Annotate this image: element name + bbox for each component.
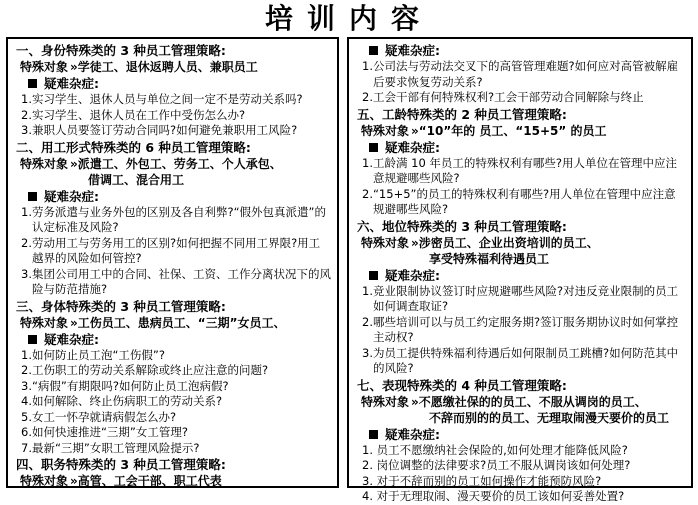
- left-section-4: [16, 456, 331, 489]
- issues-heading: [357, 267, 685, 284]
- special-target-label: 特殊对象: [20, 60, 69, 74]
- issue-item: 1.如何防止员工泡“工伤假”?: [21, 347, 165, 362]
- issue-item: 2.工伤职工的劳动关系解除或终止应注意的问题?: [21, 363, 269, 377]
- issue-item: 2.工会干部有何特殊权利?工会干部劳动合同解除与终止: [362, 90, 644, 104]
- right-section-4: [357, 377, 685, 505]
- square-bullet-icon: [369, 430, 378, 439]
- issue-item: 2.“15+5”的员工的特殊权利有哪些?用人单位在管理中应注意规避哪些风险?: [362, 186, 676, 216]
- issues-heading-text: 疑难杂症:: [44, 76, 99, 91]
- right-section-3: [357, 218, 685, 377]
- issues-heading: [357, 42, 685, 59]
- issue-item: 4. 对于无理取闹、漫天要价的员工该如何妥善处置?: [362, 489, 625, 503]
- issue-list: [16, 348, 331, 457]
- section-heading: 五、工龄特殊类的 2 种员工管理策略:: [357, 106, 567, 122]
- issue-list: [357, 156, 685, 218]
- square-bullet-icon: [28, 335, 37, 344]
- special-target-text: »涉密员工、企业出资培训的员工、: [411, 235, 599, 250]
- left-section-2: [16, 139, 331, 298]
- special-target-text: »工伤员工、患病员工、“三期”女员工、: [70, 315, 286, 330]
- issues-heading-text: 疑难杂症:: [44, 331, 99, 347]
- left-section-1: [16, 42, 331, 139]
- section-heading: 三、身体特殊类的 3 种员工管理策略:: [16, 298, 226, 314]
- issue-item: 1.劳务派遣与业务外包的区别及各自利弊?“假外包真派遣”的认定标准及风险?: [21, 204, 326, 234]
- special-target: [357, 123, 685, 139]
- special-target: [16, 473, 331, 489]
- issues-heading-text: 疑难杂症:: [385, 267, 440, 283]
- issue-item: 3.为员工提供特殊福利待遇后如何限制员工跳槽?如何防范其中的风险?: [362, 345, 679, 375]
- issue-item: 3.兼职人员要签订劳动合同吗?如何避免兼职用工风险?: [21, 123, 298, 137]
- issue-item: 1.公司法与劳动法交叉下的高管管理难题?如何应对高管被解雇后要求恢复劳动关系?: [362, 59, 679, 89]
- square-bullet-icon: [369, 271, 378, 280]
- right-column: [347, 37, 693, 503]
- right-section-1: [357, 42, 685, 106]
- issues-heading: [357, 426, 685, 443]
- section-heading: 七、表现特殊类的 4 种员工管理策略:: [357, 377, 567, 393]
- left-column: [6, 37, 339, 488]
- right-section-2: [357, 106, 685, 218]
- special-target: [357, 235, 685, 267]
- issues-heading: [357, 139, 685, 156]
- special-target: [16, 315, 331, 331]
- special-target-text: »不愿缴社保的的员工、不服从调岗的员工、: [411, 394, 647, 409]
- issue-item: 2. 岗位调整的法律要求?员工不服从调岗该如何处理?: [362, 458, 631, 472]
- issue-item: 2.劳动用工与劳务用工的区别?如何把握不同用工界限?用工越界的风险如何管控?: [21, 235, 321, 265]
- issues-heading-text: 疑难杂症:: [385, 426, 440, 442]
- issue-item: 1.竞业限制协议签订时应规避哪些风险?对违反竞业限制的员工如何调查取证?: [362, 283, 679, 313]
- issue-item: 1.工龄满 10 年员工的特殊权利有哪些?用人单位在管理中应注意规避哪些风险?: [362, 155, 678, 185]
- special-target-text: 享受特殊福利待遇员工: [429, 251, 550, 266]
- square-bullet-icon: [369, 143, 378, 152]
- special-target: [357, 394, 685, 426]
- issue-item: 6.如何快速推进“三期”女工管理?: [21, 425, 188, 439]
- special-target: [16, 59, 331, 75]
- section-heading: 六、地位特殊类的 3 种员工管理策略:: [357, 218, 567, 234]
- issue-item: 2.哪些培训可以与员工约定服务期?签订服务期协议时如何掌控主动权?: [362, 314, 679, 344]
- section-heading: 二、用工形式特殊类的 6 种员工管理策略:: [16, 139, 251, 155]
- issue-list: [357, 443, 685, 505]
- special-target: [16, 156, 331, 188]
- left-section-3: [16, 298, 331, 457]
- special-target-label: 特殊对象: [20, 315, 69, 330]
- special-target-label: 特殊对象: [20, 156, 69, 171]
- special-target-label: 特殊对象: [361, 235, 410, 250]
- issue-item: 2.实习学生、退休人员在工作中受伤怎么办?: [21, 107, 246, 122]
- square-bullet-icon: [28, 192, 37, 201]
- issues-heading: [16, 75, 331, 92]
- issue-item: 3.“病假”有期限吗?如何防止员工泡病假?: [21, 378, 229, 393]
- issues-heading-text: 疑难杂症:: [44, 188, 99, 204]
- issue-item: 7.最新“三期”女职工管理风险提示?: [21, 440, 200, 455]
- issue-list: [357, 59, 685, 106]
- square-bullet-icon: [28, 79, 37, 88]
- issue-item: 3.集团公司用工中的合同、社保、工资、工作分离状况下的风险与防范措施?: [21, 266, 331, 296]
- issue-item: 5.女工一怀孕就请病假怎么办?: [21, 409, 177, 424]
- special-target-text: »“10”年的 员工、“15+5” 的员工: [411, 123, 607, 138]
- special-target-text: 借调工、混合用工: [88, 172, 185, 187]
- special-target-text: 不辞而别的的员工、无理取闹漫天要价的员工: [429, 410, 670, 425]
- issue-item: 1. 员工不愿缴纳社会保险的,如何处理才能降低风险?: [362, 442, 628, 457]
- special-target-text: »高管、工会干部、职工代表: [70, 474, 222, 488]
- issue-list: [16, 205, 331, 298]
- issue-list: [16, 92, 331, 139]
- special-target-label: 特殊对象: [20, 474, 69, 488]
- issues-heading-text: 疑难杂症:: [385, 43, 440, 58]
- issue-list: [357, 284, 685, 377]
- section-heading: 四、职务特殊类的 3 种员工管理策略:: [16, 457, 226, 472]
- section-heading: 一、身份特殊类的 3 种员工管理策略:: [16, 43, 226, 58]
- issue-item: 4.如何解除、终止伤病职工的劳动关系?: [21, 394, 223, 408]
- issue-item: 1.实习学生、退休人员与单位之间一定不是劳动关系吗?: [21, 92, 303, 106]
- special-target-label: 特殊对象: [361, 394, 410, 409]
- issues-heading: [16, 331, 331, 348]
- page-title: 培训内容: [264, 2, 433, 35]
- issues-heading: [16, 188, 331, 205]
- special-target-label: 特殊对象: [361, 123, 410, 138]
- special-target-text: »学徒工、退休返聘人员、兼职员工: [70, 60, 258, 74]
- special-target-text: »派遣工、外包工、劳务工、个人承包、: [70, 156, 282, 171]
- square-bullet-icon: [369, 46, 378, 55]
- issues-heading-text: 疑难杂症:: [385, 139, 440, 155]
- issue-item: 3. 对于不辞而别的员工如何操作才能预防风险?: [362, 473, 602, 488]
